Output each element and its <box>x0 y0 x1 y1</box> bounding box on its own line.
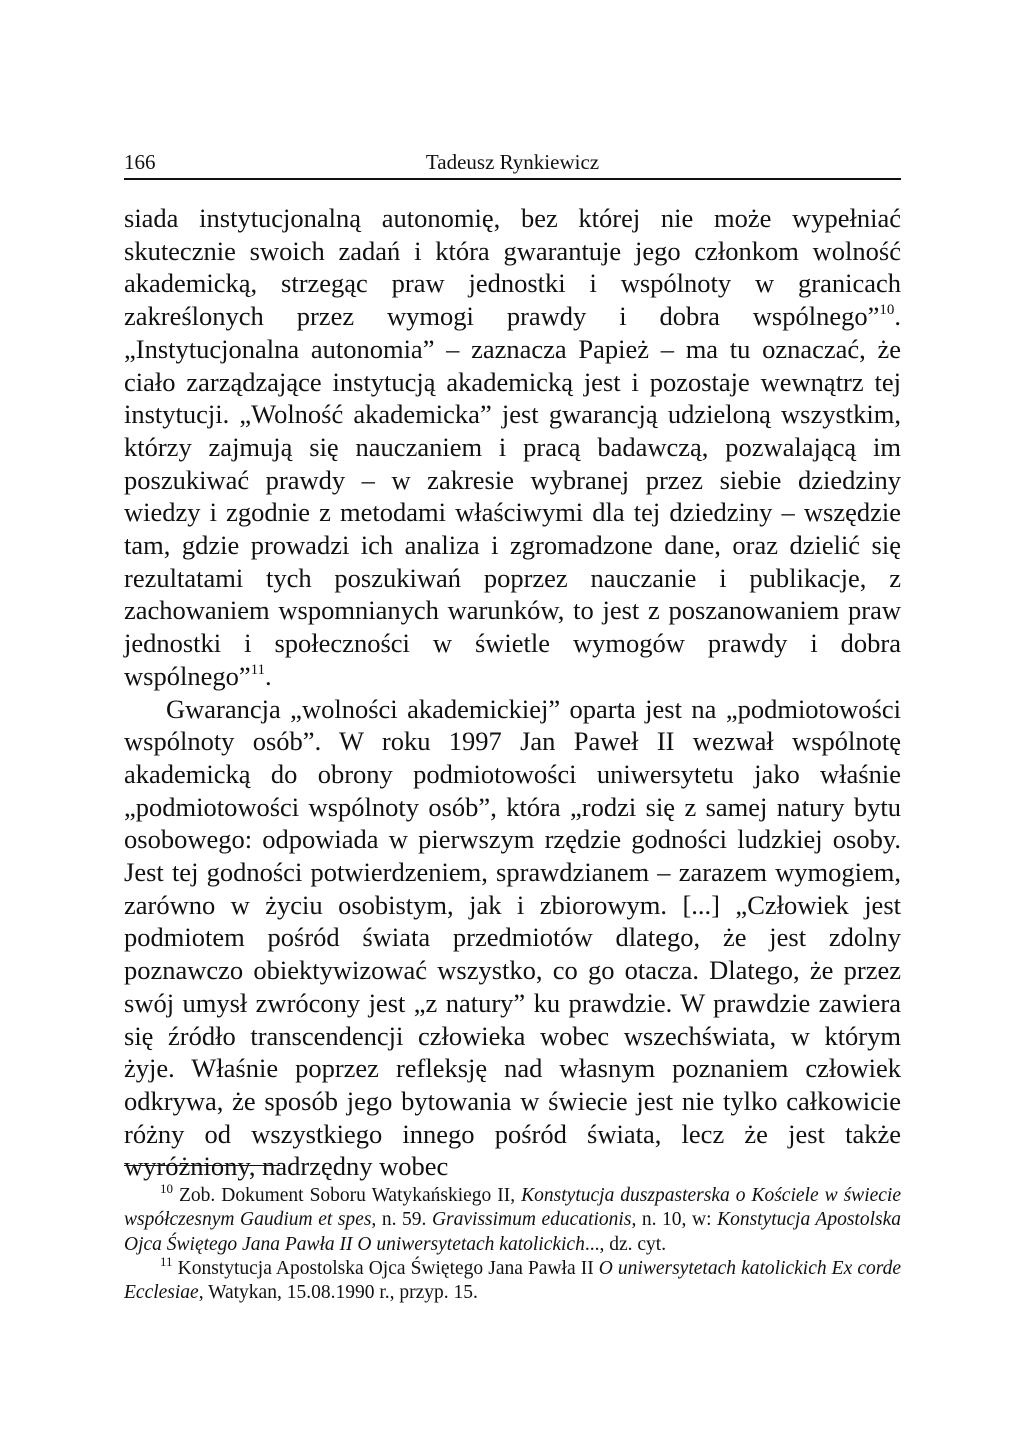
paragraph-1 <box>124 202 901 693</box>
footnote-10-text-3: , n. 10, w: <box>631 1209 718 1231</box>
footnote-10-title-3: Konstytucja Apostolska Ojca Świętego Jana Pawła II O uniwersytetach katolickich <box>124 1209 902 1255</box>
footnote-10 <box>124 1181 902 1257</box>
main-text <box>124 202 901 1183</box>
footnote-11-title-1: O uniwersytetach katolickich Ex corde Ecclesiae <box>124 1257 902 1304</box>
paragraph-1-text-b: . „Instytucjonalna autonomia” – zaznacza Papież – ma tu oznaczać, że ciało zarządzające instytucją akademicką jest i pozostaje wewnątrz tej instytucji. „Wolność akademicka” jest gwarancją udzieloną wszystkim, którzy zajmują się nauczaniem i pracą badawczą, pozwalającą im poszukiwać prawdy – w zakresie wybranej przez siebie dziedziny wiedzy i zgodnie z metodami właściwymi dla tej dziedziny – wszędzie tam, gdzie prowadzi ich analiza i zgromadzone dane, oraz dzielić się rezultatami tych poszukiwań poprzez nauczanie i publikacje, z zachowaniem wspomnianych warunków, to jest z poszanowaniem praw jednostki i społeczności w świetle wymogów prawdy i dobra wspólnego” <box>124 301 901 691</box>
footnote-ref-11: 11 <box>250 661 266 678</box>
footnote-number-11: 11 <box>160 1253 173 1269</box>
running-header <box>124 148 901 180</box>
footnote-10-text-4: ..., dz. cyt. <box>584 1233 667 1255</box>
running-title: Tadeusz Rynkiewicz <box>425 150 600 174</box>
footnote-11 <box>124 1253 902 1306</box>
footnote-10-text-2: , n. 59. <box>371 1209 432 1231</box>
paragraph-1-text-c: . <box>265 660 272 691</box>
footnote-separator <box>124 1165 280 1166</box>
footnote-ref-10: 10 <box>879 302 895 319</box>
footnote-10-text-1: Zob. Dokument Soboru Watykańskiego II, <box>179 1185 522 1206</box>
paragraph-1-text-a: siada instytucjonalną autonomię, bez której nie może wypełniać skutecznie swoich zadań i która gwarantuje jego członkom wolność akademicką, strzegąc praw jednostki i wspólnoty w granicach zakreślonych przez wymogi prawdy i dobra wspólnego” <box>124 203 901 332</box>
footnote-10-title-2: Gravissimum educationis <box>431 1209 632 1231</box>
footnote-11-text-2: , Watykan, 15.08.1990 r., przyp. 15. <box>198 1282 478 1304</box>
footnote-11-text-1: Konstytucja Apostolska Ojca Świętego Jana Pawła II <box>177 1257 599 1279</box>
footnote-10-title-1: Konstytucja duszpasterska o Kościele w świecie współczesnym Gaudium et spes <box>124 1185 901 1231</box>
paragraph-2: Gwarancja „wolności akademickiej” oparta jest na „podmiotowości wspólnoty osób”. W roku 1997 Jan Paweł II wezwał wspólnotę akademicką do obrony podmiotowości uniwersytetu jako właśnie „podmiotowości wspólnoty osób”, która „rodzi się z samej natury bytu osobowego: odpowiada w pierwszym rzędzie godności ludzkiej osoby. Jest tej godności potwierdzeniem, sprawdzianem – zarazem wymogiem, zarówno w życiu osobistym, jak i zbiorowym. [...] „Człowiek jest podmiotem pośród świata przedmiotów dlatego, że jest zdolny poznawczo obiektywizować wszystko, co go otacza. Dlatego, że przez swój umysł zwrócony jest „z natury” ku prawdzie. W prawdzie zawiera się źródło transcendencji człowieka wobec wszechświata, w którym żyje. Właśnie poprzez refleksję nad własnym poznaniem człowiek odkrywa, że sposób jego bytowania w świecie jest nie tylko całkowicie różny od wszystkiego innego pośród świata, lecz że jest także wyróżniony, nadrzędny wobec <box>124 693 901 1182</box>
footnotes <box>124 1181 902 1305</box>
page-number: 166 <box>124 150 156 174</box>
footnote-number-10: 10 <box>160 1181 173 1196</box>
